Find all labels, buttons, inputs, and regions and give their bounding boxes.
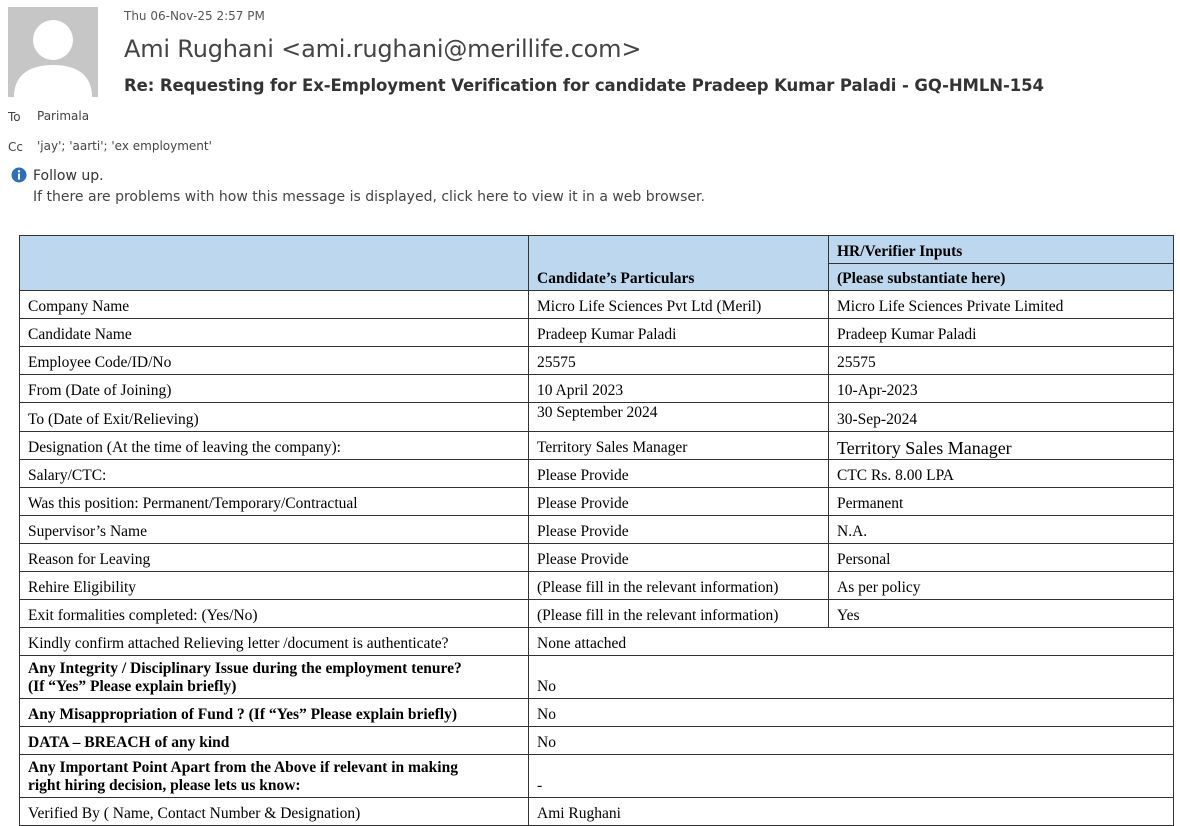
row-candidate-value: Please Provide [529, 488, 829, 516]
header-substantiate: (Please substantiate here) [829, 264, 1174, 291]
table-row [20, 375, 1174, 403]
row-label: Candidate Name [20, 319, 529, 347]
row-label-line: right hiring decision, please lets us know: [28, 777, 301, 794]
row-label: Employee Code/ID/No [20, 347, 529, 375]
row-candidate-value: Pradeep Kumar Paladi [529, 319, 829, 347]
table-row [20, 628, 1174, 656]
row-merged-value: No [529, 656, 1174, 699]
table-row [20, 291, 1174, 319]
sender-avatar [8, 7, 98, 97]
row-merged-value: None attached [529, 628, 1174, 656]
row-verifier-value: Territory Sales Manager [829, 432, 1174, 460]
row-label: Company Name [20, 291, 529, 319]
row-merged-value: Ami Rughani [529, 798, 1174, 826]
email-date: Thu 06-Nov-25 2:57 PM [124, 9, 265, 23]
row-label: Was this position: Permanent/Temporary/Contractual [20, 488, 529, 516]
email-sender[interactable]: Ami Rughani <ami.rughani@merillife.com> [124, 35, 642, 63]
cc-recipients[interactable]: 'jay'; 'aarti'; 'ex employment' [37, 139, 212, 153]
row-candidate-value: 30 September 2024 [529, 403, 829, 432]
table-row [20, 755, 1174, 798]
row-candidate-value: (Please fill in the relevant information) [529, 572, 829, 600]
follow-up-flag: Follow up. [33, 168, 104, 184]
row-label: Kindly confirm attached Relieving letter /document is authenticate? [20, 628, 529, 656]
row-verifier-value: Personal [829, 544, 1174, 572]
row-label: Exit formalities completed: (Yes/No) [20, 600, 529, 628]
row-candidate-value: Please Provide [529, 544, 829, 572]
row-label: Supervisor’s Name [20, 516, 529, 544]
table-row [20, 656, 1174, 699]
cc-label: Cc [8, 140, 23, 154]
row-label-line: Any Integrity / Disciplinary Issue during the employment tenure? [28, 660, 462, 677]
table-row [20, 460, 1174, 488]
row-label: DATA – BREACH of any kind [20, 727, 529, 755]
table-row [20, 699, 1174, 727]
row-candidate-value: (Please fill in the relevant information) [529, 600, 829, 628]
row-merged-value: - [529, 755, 1174, 798]
row-verifier-value: Pradeep Kumar Paladi [829, 319, 1174, 347]
table-row [20, 798, 1174, 826]
email-subject: Re: Requesting for Ex-Employment Verification for candidate Pradeep Kumar Paladi - GQ-HMLN-154 [124, 76, 1044, 95]
row-candidate-value: Territory Sales Manager [529, 432, 829, 460]
row-verifier-value: 25575 [829, 347, 1174, 375]
table-row [20, 403, 1174, 432]
row-verifier-value: Yes [829, 600, 1174, 628]
view-in-browser-notice[interactable]: If there are problems with how this message is displayed, click here to view it in a web browser. [33, 189, 705, 205]
table-row [20, 347, 1174, 375]
table-row [20, 572, 1174, 600]
row-candidate-value: Please Provide [529, 460, 829, 488]
row-label: To (Date of Exit/Relieving) [20, 403, 529, 432]
info-icon [11, 167, 27, 183]
row-label: Salary/CTC: [20, 460, 529, 488]
row-verifier-value: As per policy [829, 572, 1174, 600]
row-label: Designation (At the time of leaving the company): [20, 432, 529, 460]
row-label: Verified By ( Name, Contact Number & Designation) [20, 798, 529, 826]
row-candidate-value: Please Provide [529, 516, 829, 544]
row-label [20, 656, 529, 699]
row-merged-value: No [529, 727, 1174, 755]
row-label: From (Date of Joining) [20, 375, 529, 403]
header-blank-cell [20, 236, 529, 291]
header-candidate-particulars: Candidate’s Particulars [529, 236, 829, 291]
row-verifier-value: CTC Rs. 8.00 LPA [829, 460, 1174, 488]
row-label: Any Misappropriation of Fund ? (If “Yes” Please explain briefly) [20, 699, 529, 727]
row-verifier-value: N.A. [829, 516, 1174, 544]
table-row [20, 432, 1174, 460]
table-header-row [20, 236, 1174, 264]
row-candidate-value: 25575 [529, 347, 829, 375]
row-verifier-value: Micro Life Sciences Private Limited [829, 291, 1174, 319]
row-merged-value: No [529, 699, 1174, 727]
table-row [20, 488, 1174, 516]
table-row [20, 544, 1174, 572]
row-candidate-value: Micro Life Sciences Pvt Ltd (Meril) [529, 291, 829, 319]
table-row [20, 600, 1174, 628]
table-row [20, 727, 1174, 755]
row-label [20, 755, 529, 798]
to-label: To [8, 110, 21, 124]
row-label: Rehire Eligibility [20, 572, 529, 600]
table-row [20, 319, 1174, 347]
row-label-line: Any Important Point Apart from the Above if relevant in making [28, 759, 458, 776]
table-row [20, 516, 1174, 544]
row-verifier-value: 30-Sep-2024 [829, 403, 1174, 432]
row-label: Reason for Leaving [20, 544, 529, 572]
to-recipient[interactable]: Parimala [37, 109, 90, 123]
row-verifier-value: 10-Apr-2023 [829, 375, 1174, 403]
row-candidate-value: 10 April 2023 [529, 375, 829, 403]
header-verifier-inputs: HR/Verifier Inputs [829, 236, 1174, 264]
row-label-line: (If “Yes” Please explain briefly) [28, 678, 237, 695]
verification-table [19, 235, 1174, 826]
row-verifier-value: Permanent [829, 488, 1174, 516]
